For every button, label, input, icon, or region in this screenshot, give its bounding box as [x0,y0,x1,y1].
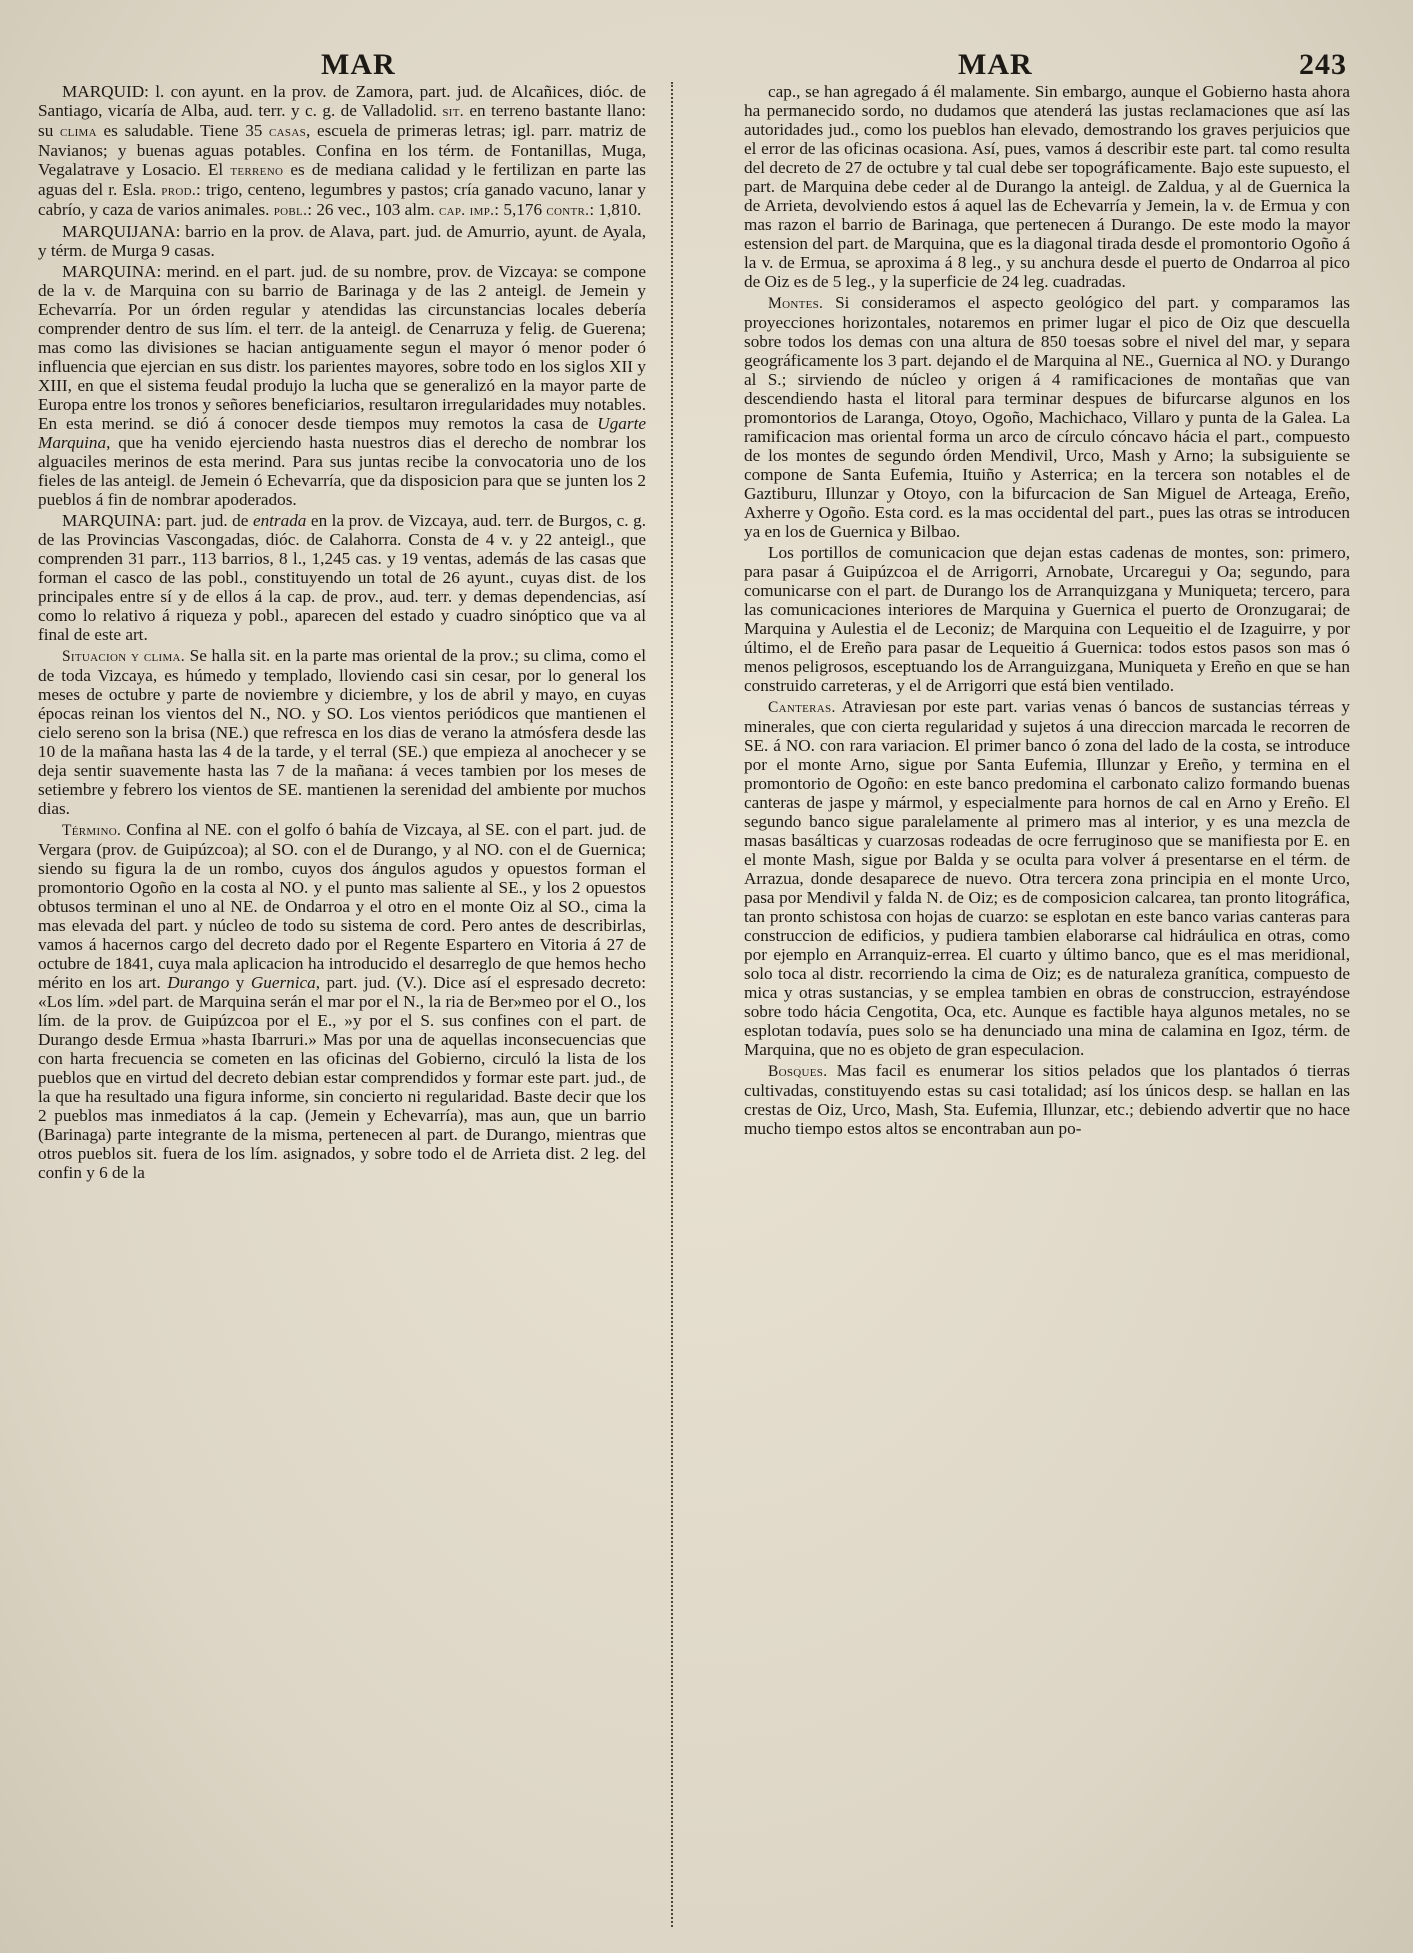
smallcaps-run: Situacion y clima. [62,648,185,665]
paragraph [38,262,646,509]
running-head-right: MAR [958,48,1033,81]
smallcaps-run: Término. [62,822,122,839]
smallcaps-run: Canteras. [768,699,836,716]
paragraph [744,1061,1350,1138]
right-column [744,82,1350,1927]
page-header [38,38,1377,82]
paragraph [744,697,1350,1059]
smallcaps-run: casas [269,123,307,140]
text-run: , escuela de primeras letras; igl. parr. matriz de Navianos; y buenas aguas potables. Confina en los térm. de Fontanillas, Muga, Vegalatrave y Losacio. El [38,121,646,179]
text-run: : 26 vec., 103 alm. [307,200,439,219]
paragraph [38,820,646,1182]
text-run: MARQUINA: part. jud. de [62,511,253,530]
text-run: en terreno bastante llano: su [38,101,646,140]
smallcaps-run: clima [59,123,97,140]
text-run: Si consideramos el aspecto geológico del part. y comparamos las proyecciones horizontales, notaremos en primer lugar el pico de Oiz que descuella sobre todos los demas con una altura de 850 toesas sobre el nivel del mar, y separa geográficamente los 3 part. dejando el de Marquina al NE., Guernica al NO. y Durango al S.; sirviendo de núcleo y origen á 4 ramificaciones de montañas que van descendiendo hasta el litoral para terminar despues de bifurcarse algunos en los promontorios de Laranga, Otoyo, Ogoño, Machichaco, Villaro y punta de la Galea. La ramificacion mas oriental forma un arco de círculo cóncavo hácia el part., compuesto de los montes de segundo órden Mendivil, Urco, Mash y Arno; la subsiguiente se compone de Santa Eufemia, Ituiño y Asterrica; en la tercera son notables el de Gaztiburu, Illunzar y Otoyo, con la bifurcacion de San Miguel de Arteaga, Ereño, Axherre y Ogoño. Esta cord. es la mas occidental del part., pues las otras se introducen ya en los de Guernica y Bilbao. [744,293,1350,541]
text-run: , que ha venido ejerciendo hasta nuestros dias el derecho de nombrar los alguaciles merinos de esta merind. Para sus juntas recibe la convocatoria uno de los fieles de las anteigl. de Jemein ó Echevarría, que da disposicion para que se junten los 2 pueblos á fin de nombrar apoderados. [38,433,646,509]
smallcaps-run: Montes. [768,295,824,312]
smallcaps-run: contr. [546,202,590,219]
italic-run: Guernica [250,973,316,992]
smallcaps-run: terreno [230,162,284,179]
text-run: MARQUIJANA: barrio en la prov. de Alava, part. jud. de Amurrio, ayunt. de Ayala, y térm. de Murga 9 casas. [38,222,646,260]
smallcaps-run: sit. [442,103,464,120]
paragraph [38,646,646,818]
paragraph [744,293,1350,541]
italic-run: Durango [167,973,230,992]
smallcaps-run: cap. imp. [439,202,495,219]
paragraph [38,222,646,260]
paragraph [38,82,646,220]
paragraph [744,82,1350,291]
text-run: Los portillos de comunicacion que dejan estas cadenas de montes, son: primero, para pasar á Guipúzcoa el de Arrigorri, Arnobate, Urcaregui y Oa; segundo, para comunicarse con el part. de Durango los de Arranquizgana y Muniqueta; tercero, para las comunicaciones interiores de Marquina y Guernica el puerto de Oronzugarai; de Marquina y Aulestia el de Leconiz; de Marquina con Lequeitio el de Izaguirre, y por último, el de Ereño para pasar de Lequeitio á Guernica: todos estos pasos son mas ó menos peligrosos, esceptuando los de Arranguizgana, Muniqueta y Ereño en que se han construido carreteras, y el de Arrigorri que está bien ventilado. [744,543,1350,695]
text-run: MARQUID: l. con ayunt. en la prov. de Zamora, part. jud. de Alcañices, dióc. de Santiago, vicaría de Alba, aud. terr. y c. g. de Valladolid. [38,82,646,120]
left-column [38,82,646,1927]
text-run: es saludable. Tiene 35 [96,121,270,140]
text-run: y [229,973,251,992]
paragraph [38,511,646,644]
smallcaps-run: Bosques. [768,1063,828,1080]
text-run: : 5,176 [494,200,547,219]
smallcaps-run: pobl. [273,202,308,219]
text-run: Mas facil es enumerar los sitios pelados que los plantados ó tierras cultivadas, constituyendo estas su casi totalidad; así los únicos desp. se hallan en las crestas de Oiz, Urco, Mash, Sta. Eufemia, Illunzar, etc.; debiendo advertir que no hace mucho tiempo estos altos se encontraban aun po- [744,1061,1350,1138]
text-run: en la prov. de Vizcaya, aud. terr. de Burgos, c. g. de las Provincias Vascongadas, dióc. de Calahorra. Consta de 4 v. y 22 anteigl., que comprenden 31 parr., 113 barrios, 8 l., 1,245 cas. y 19 ventas, además de las casas que forman el casco de las pobl., constituyendo un total de 26 ayunt., cuyas dist. de los principales entre sí y de ellos á la cap. de prov., aud. terr. y demas dependencias, así como lo relativo á riqueza y pobl., aparecen del estado y cuadro sinóptico que va al final de este art. [38,511,647,644]
smallcaps-run: prod. [161,182,197,199]
italic-run: entrada [252,511,307,530]
running-head-left: MAR [321,48,396,81]
column-divider [671,82,673,1927]
page-number: 243 [1299,48,1347,81]
paragraph [744,543,1350,695]
text-run: MARQUINA: merind. en el part. jud. de su nombre, prov. de Vizcaya: se compone de la v. de Marquina con su barrio de Barinaga y de las 2 anteigl. de Jemein y Echevarría. Por un órden regular y atendidas las circunstancias locales debería comprender dentro de sus lím. el terr. de la anteigl. de Cenarruza y felig. de Guerena; mas como las divisiones se hacian antiguamente segun el mayor ó menor poder ó influencia que ejercian en sus distr. los parientes mayores, sobre todo en los siglos XII y XIII, en que el sistema feudal produjo la lucha que se generalizó en la mayor parte de Europa entre los tronos y señores beneficiarios, resultaron irregularidades muy notables. En esta merind. se dió á conocer desde tiempos muy remotos la casa de [38,262,646,433]
text-run: Atraviesan por este part. varias venas ó bancos de sustancias térreas y minerales, que con cierta regularidad y sujetos á una direccion marcada le recorren de SE. á NO. con rara variacion. El primer banco ó zona del lado de la costa, se introduce por el monte Arno, sigue por Santa Eufemia, Illunzar y Ereño, y termina en el promontorio de Ogoño: en este banco predomina el carbonato calizo formando buenas canteras de jaspe y mármol, y especialmente para hornos de cal en Arno y Ereño. El segundo banco sigue paralelamente al primero mas al interior, y es una mezcla de masas basálticas y cuarzosas rodeadas de ocre ferruginoso que se manifiesta por E. en el monte Mash, sigue por Balda y se oculta para volver á presentarse en el térm. de Arrazua, donde desaparece de nuevo. Otra tercera zona principia en el monte Urco, pasa por Mendivil y falda N. de Oiz; es de composicion calcarea, tan pronto litográfica, tan pronto schistosa con hojas de cuarzo: se esplotan en este banco varias canteras para construccion de edificios, y pudiera tambien elaborarse cal hidráulica en otras, como por ejemplo en Arranquiz-errea. El cuarto y último banco, que es el mas meridional, solo toca al distr. recorriendo la cima de Oiz; es de naturaleza granítica, compuesto de mica y otras sustancias, y se emplea tambien en obras de construccion, estrayéndose sobre todo hácia Cengotita, Oca, etc. Aunque es factible haya algunos metales, no se esplotan todavía, pues solo se ha denunciado una mina de calamina en Igoz, térm. de Marquina, que no es objeto de gran especulacion. [744,697,1350,1059]
text-run: es de mediana calidad y le fertilizan en parte las aguas del r. Esla. [38,160,646,199]
italic-run: Ugarte Marquina [38,414,646,452]
text-run: : 1,810. [589,200,642,219]
text-run: cap., se han agregado á él malamente. Sin embargo, aunque el Gobierno hasta ahora ha permanecido sordo, no dudamos que atenderá las justas reclamaciones que así las autoridades jud., como los pueblos han elevado, demostrando los graves perjuicios que el error de las oficinas ocasiona. Así, pues, vamos á describir este part. tal como resulta del decreto de 27 de octubre y tal cual debe ser topográficamente. Bajo este supuesto, el part. de Marquina debe ceder al de Durango la anteigl. de Zaldua, y al de Guernica la de Arrieta, devolviendo estos á aquel las de Echevarría y Jemein, la v. de Ermua y con mas razon el barrio de Barinaga, que pertenecen á Durango. De este modo la mayor estension del part. de Marquina, que es la diagonal tirada desde el promontorio Ogoño á la v. de Ermua, se aproxima á 8 leg., y su anchura desde el puerto de Ondarroa al pico de Oiz es de 5 leg., y la superficie de 24 leg. cuadradas. [744,82,1350,291]
text-columns [38,82,1377,1927]
text-run: Se halla sit. en la parte mas oriental de la prov.; su clima, como el de toda Vizcaya, es húmedo y templado, lloviendo casi sin cesar, por lo general los meses de octubre y parte de noviembre y diciembre, y los de abril y mayo, en cuyas épocas reinan los vientos del N., NO. y SO. Los vientos periódicos que mantienen el cielo sereno son la brisa (NE.) que refresca en los dias de verano la atmósfera desde las 10 de la mañana hasta las 4 de la tarde, y el terral (SE.) que empieza al anochecer y se deja sentir suavemente hasta las 7 de la mañana: á veces tambien por los meses de setiembre y febrero los vientos de SE. mantienen la serenidad del ambiente por muchos dias. [38,646,646,818]
text-run: : trigo, centeno, legumbres y pastos; cría ganado vacuno, lanar y cabrío, y caza de varios animales. [38,180,646,219]
text-run: Confina al NE. con el golfo ó bahía de Vizcaya, al SE. con el part. jud. de Vergara (prov. de Guipúzcoa); al SO. con el de Durango, y al NO. con el de Guernica; siendo su figura la de un rombo, cuyos dos ángulos agudos y opuestos forman el promontorio Ogoño en la costa al NO. y el punto mas saliente al SE., y los 2 opuestos obtusos terminan el uno al NE. de Ondarroa y el otro en el monte Oiz al SO., cima la mas elevada del part. y núcleo de todo su sistema de cord. Pero antes de describirlas, vamos á hacernos cargo del decreto dado por el Regente Espartero en Vitoria á 27 de octubre de 1841, cuya mala aplicacion ha introducido el desarreglo de que hemos hecho mérito en los art. [38,820,646,992]
text-run: , part. jud. (V.). Dice así el espresado decreto: «Los lím. »del part. de Marquina serán el mar por el N., la ria de Ber»meo por el O., los lím. de la prov. de Guipúzcoa por el E., »y por el S. sus confines con el part. de Durango desde Ermua »hasta Ibarruri.» Mas por una de aquellas inconsecuencias que con harta frecuencia se cometen en las oficinas del Gobierno, circuló la lista de los pueblos que en virtud del decreto debian estar comprendidos y formar este part. jud., de la que ha resultado una figura informe, sin concierto ni regularidad. Baste decir que los 2 pueblos mas inmediatos á la cap. (Jemein y Echevarría), mas aun, que un barrio (Barinaga) parte integrante de la misma, pertenecen al part. de Durango, mientras que otros pueblos sit. fuera de los lím. asignados, y sobre todo el de Arrieta dist. 2 leg. del confin y 6 de la [38,973,647,1182]
